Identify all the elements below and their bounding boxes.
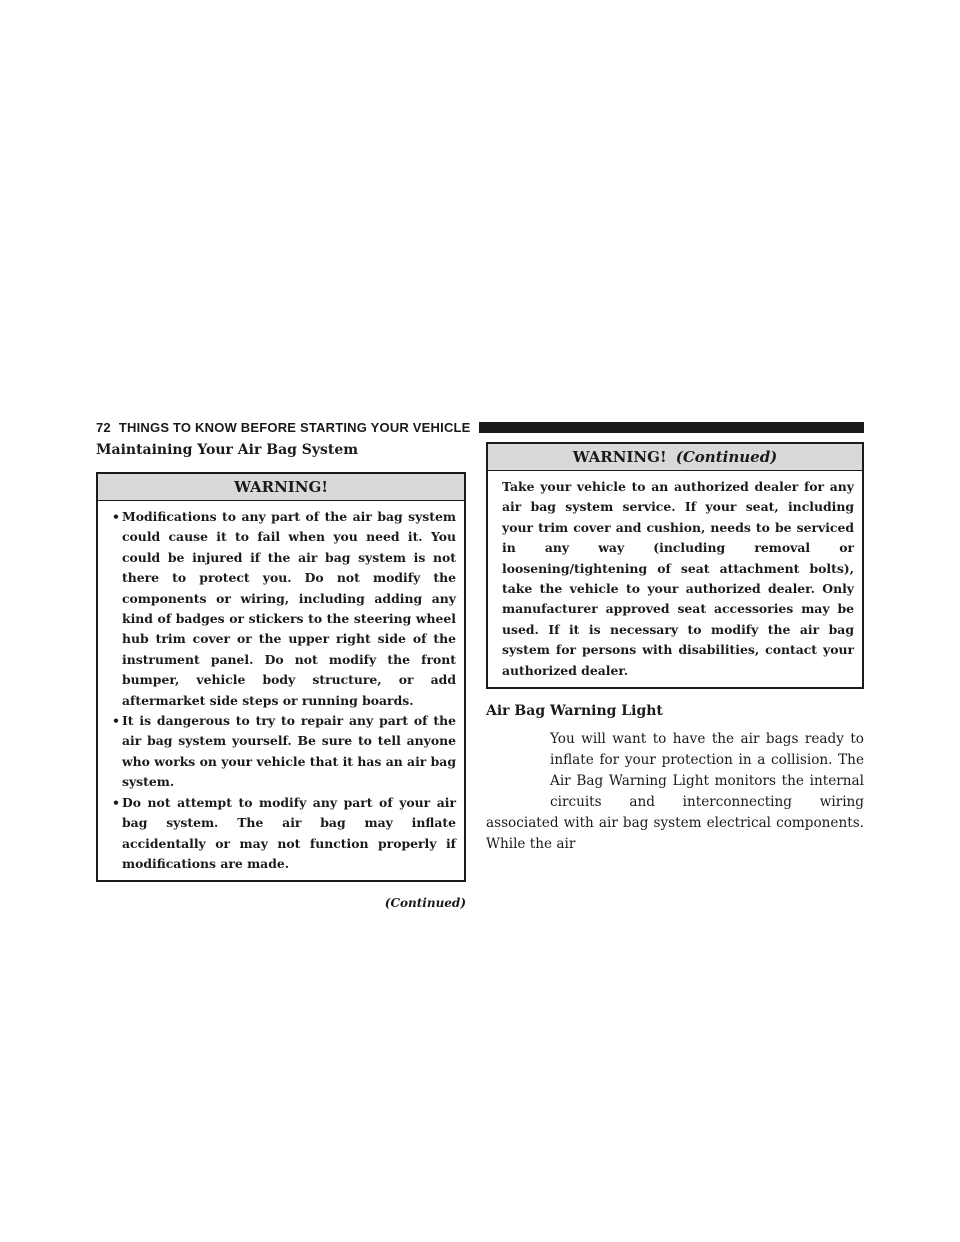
air-bag-warning-icon-area [486,729,550,813]
warning-bullet: • It is dangerous to try to repair any part of the air bag system yourself. Be sure to tell anyone who works on your vehicle that it has an air bag system. [112,711,456,793]
warning-bullet: • Modifications to any part of the air bag system could cause it to fail when you need it. You could be injured if the air bag system is not there to protect you. Do not modify the components or wiring, including adding any kind of badges or stickers to the steering wheel hub trim cover or the upper right side of the instrument panel. Do not modify the front bumper, vehicle body structure, or add aftermarket side steps or running boards. [112,507,456,711]
page-number: 72 [96,419,111,435]
bullet-icon: • [112,713,120,729]
warning-title-continued [488,444,862,471]
body-paragraph: You will want to have the air bags ready to inflate for your protection in a collision. The Air Bag Warning Light monitors the internal circuits and interconnecting wiring associated with air bag system electrical components. While the air [486,731,864,853]
warning-body [98,501,464,880]
warning-bullet: • Do not attempt to modify any part of your air bag system. The air bag may inflate accidentally or may not function properly if modifications are made. [112,793,456,875]
section-title: THINGS TO KNOW BEFORE STARTING YOUR VEHICLE [118,419,471,435]
bullet-icon: • [112,509,120,524]
page-header [96,418,864,436]
bullet-icon: • [112,794,120,810]
heading-maintaining: Maintaining Your Air Bag System [96,442,359,458]
right-column [486,442,864,855]
warning-box-right [486,442,864,689]
header-rule [479,422,864,433]
warning-box-left [96,472,466,882]
warning-continued-text: (Continued) [675,448,778,466]
warning-title-text: WARNING! [572,448,667,466]
left-column [96,442,466,910]
warning-title: WARNING! [98,474,464,501]
heading-air-bag-warning-light: Air Bag Warning Light [486,703,663,720]
continued-label: (Continued) [384,896,466,911]
warning-body-continued: Take your vehicle to an authorized dealer for any air bag system service. If your seat, including your trim cover and cushion, needs to be serviced in any way (including removal or loosening/tightening of seat attachment bolts), take the vehicle to your authorized dealer. Only manufacturer approved seat accessories may be used. If it is necessary to modify the air bag system for persons with disabilities, contact your authorized dealer. [502,479,854,678]
